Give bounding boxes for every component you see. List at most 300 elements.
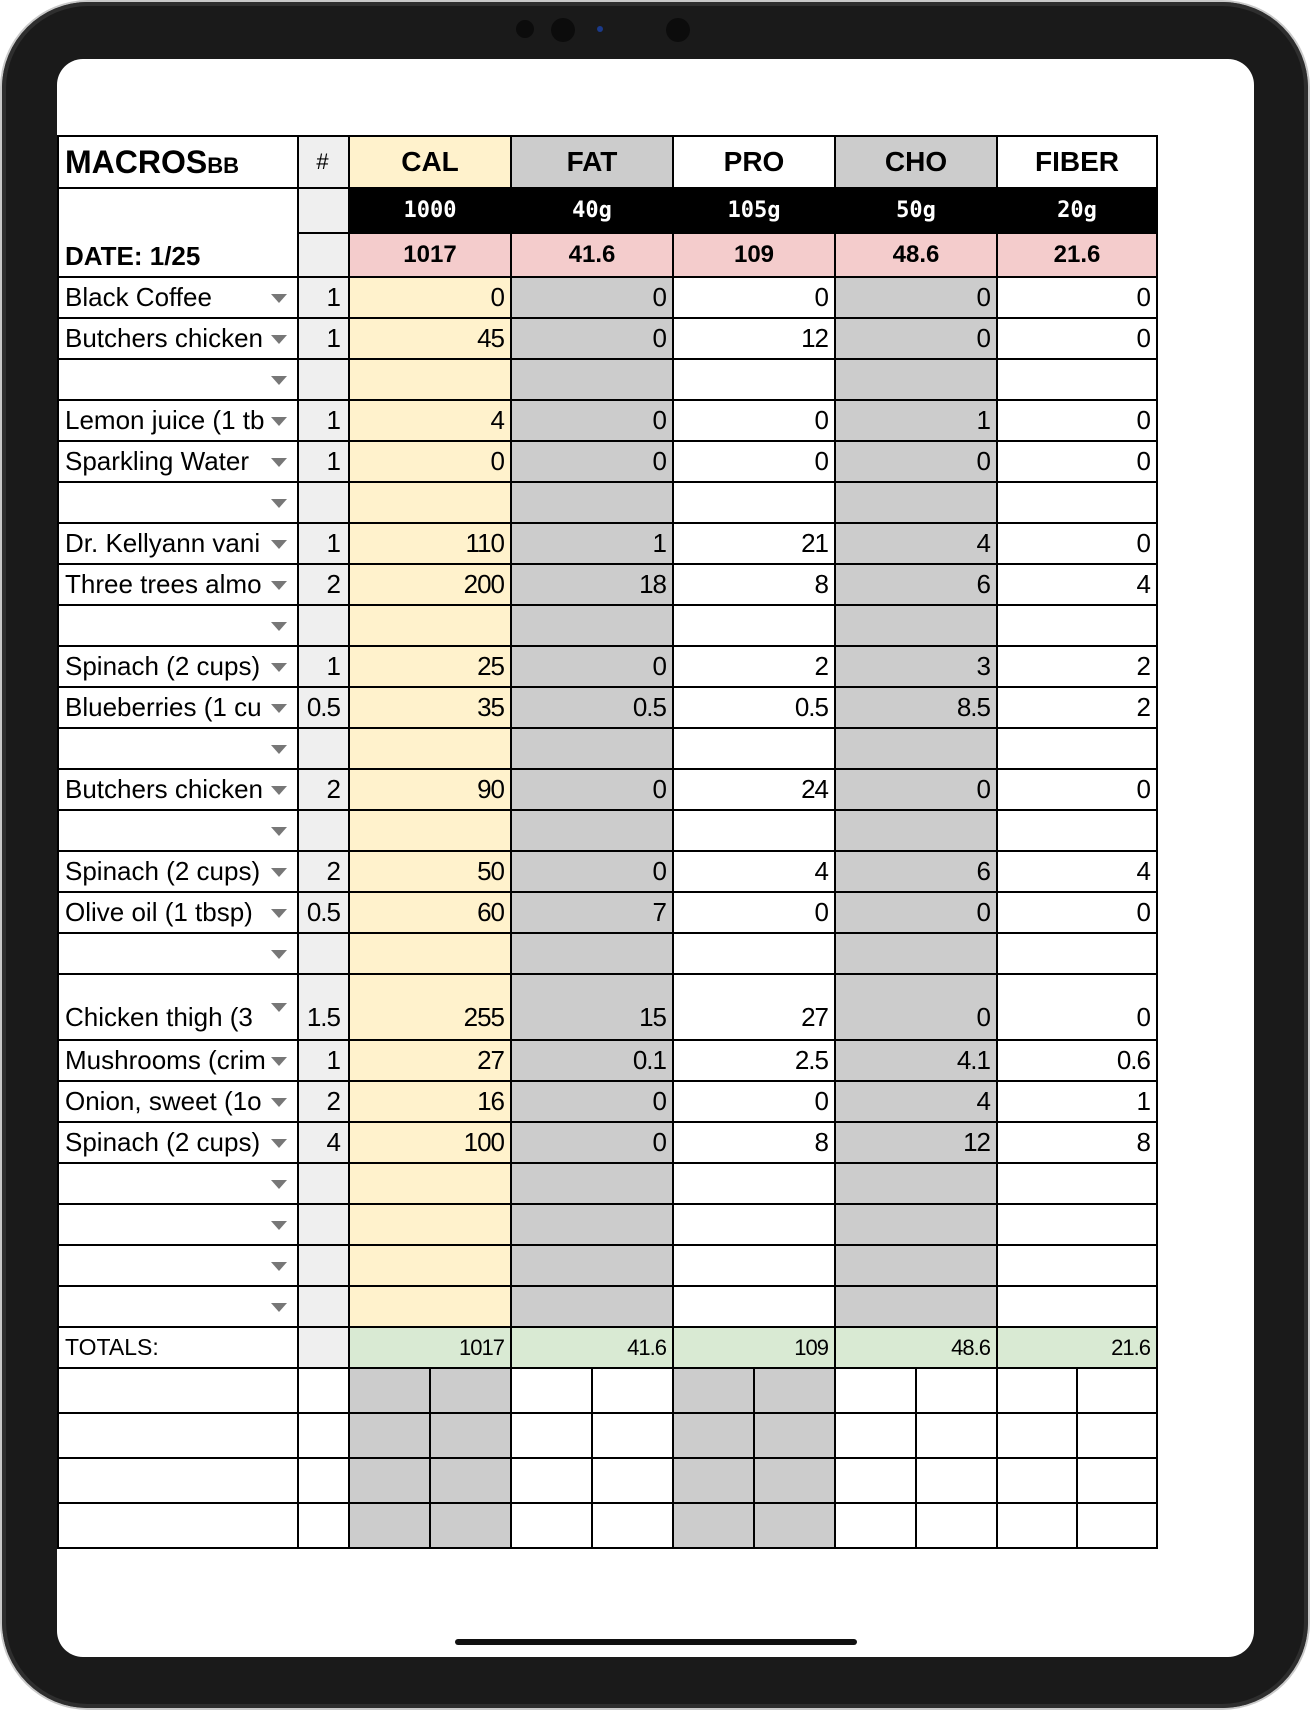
cho-cell[interactable]: 0 — [835, 892, 997, 933]
goal-cal[interactable]: 1000 — [349, 188, 511, 233]
fat-cell[interactable] — [511, 1163, 673, 1204]
fat-cell[interactable]: 0 — [511, 318, 673, 359]
cho-cell[interactable] — [835, 1245, 997, 1286]
column-header-fat[interactable]: FAT — [511, 136, 673, 188]
pro-cell[interactable] — [673, 933, 835, 974]
fat-cell[interactable] — [511, 728, 673, 769]
fat-cell[interactable]: 7 — [511, 892, 673, 933]
fat-cell[interactable]: 0 — [511, 400, 673, 441]
cal-cell[interactable] — [349, 810, 511, 851]
column-header-cal[interactable]: CAL — [349, 136, 511, 188]
cal-cell[interactable]: 27 — [349, 1040, 511, 1081]
cal-cell[interactable]: 100 — [349, 1122, 511, 1163]
food-row — [58, 1204, 1157, 1245]
qty-cell[interactable] — [298, 1163, 349, 1204]
blank-cell[interactable] — [673, 1368, 754, 1413]
dropdown-arrow-icon[interactable] — [271, 827, 287, 836]
dropdown-arrow-icon[interactable] — [271, 540, 287, 549]
cal-cell[interactable]: 45 — [349, 318, 511, 359]
cho-cell[interactable]: 0 — [835, 318, 997, 359]
cal-cell[interactable]: 35 — [349, 687, 511, 728]
fat-cell[interactable]: 0 — [511, 441, 673, 482]
dropdown-arrow-icon[interactable] — [271, 335, 287, 344]
qty-cell[interactable] — [298, 1204, 349, 1245]
blank-cell[interactable] — [298, 1458, 349, 1503]
food-row — [58, 1286, 1157, 1327]
qty-cell[interactable]: 1 — [298, 277, 349, 318]
pro-cell[interactable] — [673, 359, 835, 400]
cal-cell[interactable]: 4 — [349, 400, 511, 441]
food-select[interactable] — [58, 400, 298, 441]
total-fat[interactable]: 41.6 — [511, 1327, 673, 1368]
blank-cell[interactable] — [835, 1413, 916, 1458]
blank-cell[interactable] — [349, 1503, 430, 1548]
qty-cell[interactable]: 0.5 — [298, 892, 349, 933]
blank-cell[interactable] — [298, 1368, 349, 1413]
pro-cell[interactable] — [673, 605, 835, 646]
food-select[interactable] — [58, 892, 298, 933]
fiber-cell[interactable] — [997, 1286, 1157, 1327]
blank-cell[interactable] — [1077, 1368, 1157, 1413]
dropdown-arrow-icon[interactable] — [271, 376, 287, 385]
blank-cell[interactable] — [916, 1413, 997, 1458]
dropdown-arrow-icon[interactable] — [271, 417, 287, 426]
dropdown-arrow-icon[interactable] — [271, 1139, 287, 1148]
fiber-cell[interactable] — [997, 482, 1157, 523]
blank-row — [58, 1458, 1157, 1503]
pro-cell[interactable]: 4 — [673, 851, 835, 892]
blank-cell[interactable] — [754, 1368, 835, 1413]
food-name: Butchers chicken — [65, 774, 263, 804]
food-row — [58, 646, 1157, 687]
qty-cell[interactable]: 1 — [298, 523, 349, 564]
blank-cell[interactable] — [592, 1413, 673, 1458]
food-row — [58, 277, 1157, 318]
fiber-cell[interactable]: 4 — [997, 564, 1157, 605]
fiber-cell[interactable] — [997, 605, 1157, 646]
dropdown-arrow-icon[interactable] — [271, 458, 287, 467]
food-select[interactable] — [58, 277, 298, 318]
dropdown-arrow-icon[interactable] — [271, 499, 287, 508]
qty-cell[interactable]: 1 — [298, 318, 349, 359]
cal-cell[interactable]: 255 — [349, 974, 511, 1040]
food-name: Spinach (2 cups) — [65, 651, 261, 681]
home-indicator[interactable] — [455, 1639, 857, 1645]
fiber-cell[interactable]: 1 — [997, 1081, 1157, 1122]
blank-cell[interactable] — [430, 1503, 511, 1548]
food-select[interactable] — [58, 441, 298, 482]
actual-cho[interactable]: 48.6 — [835, 233, 997, 277]
cho-cell[interactable]: 0 — [835, 769, 997, 810]
food-select[interactable] — [58, 933, 298, 974]
fiber-cell[interactable] — [997, 359, 1157, 400]
cal-cell[interactable] — [349, 1286, 511, 1327]
spreadsheet-screen — [57, 59, 1254, 1657]
goal-cho[interactable]: 50g — [835, 188, 997, 233]
cho-cell[interactable]: 8.5 — [835, 687, 997, 728]
camera-indicator — [597, 26, 603, 32]
fiber-cell[interactable] — [997, 1163, 1157, 1204]
food-select[interactable] — [58, 1245, 298, 1286]
food-select[interactable] — [58, 810, 298, 851]
column-header-cho[interactable]: CHO — [835, 136, 997, 188]
dropdown-arrow-icon[interactable] — [271, 622, 287, 631]
cal-cell[interactable]: 0 — [349, 277, 511, 318]
sheet-title[interactable]: MACROSBB — [58, 136, 298, 188]
fiber-cell[interactable]: 4 — [997, 851, 1157, 892]
blank-cell[interactable] — [592, 1503, 673, 1548]
food-row — [58, 769, 1157, 810]
fat-cell[interactable]: 0 — [511, 769, 673, 810]
blank-cell[interactable] — [916, 1368, 997, 1413]
cal-cell[interactable] — [349, 1245, 511, 1286]
food-select[interactable] — [58, 687, 298, 728]
fat-cell[interactable] — [511, 810, 673, 851]
cho-cell[interactable] — [835, 728, 997, 769]
qty-cell[interactable]: 2 — [298, 769, 349, 810]
blank-cell[interactable] — [673, 1458, 754, 1503]
food-name: Dr. Kellyann vani — [65, 528, 261, 558]
food-select[interactable] — [58, 974, 298, 1040]
pro-cell[interactable] — [673, 482, 835, 523]
qty-cell[interactable] — [298, 1286, 349, 1327]
dropdown-arrow-icon[interactable] — [271, 909, 287, 918]
cho-cell[interactable]: 6 — [835, 564, 997, 605]
qty-cell[interactable]: 2 — [298, 851, 349, 892]
blank-cell[interactable] — [835, 1503, 916, 1548]
column-header-pro[interactable]: PRO — [673, 136, 835, 188]
pro-cell[interactable]: 0 — [673, 441, 835, 482]
cho-cell[interactable]: 4 — [835, 1081, 997, 1122]
food-select[interactable] — [58, 1163, 298, 1204]
qty-cell[interactable] — [298, 482, 349, 523]
blank-cell[interactable] — [430, 1458, 511, 1503]
pro-cell[interactable]: 12 — [673, 318, 835, 359]
fat-cell[interactable]: 1 — [511, 523, 673, 564]
food-select[interactable] — [58, 769, 298, 810]
qty-cell[interactable]: 1 — [298, 1040, 349, 1081]
qty-cell[interactable] — [298, 605, 349, 646]
cho-cell[interactable]: 0 — [835, 441, 997, 482]
front-camera — [551, 18, 575, 42]
fiber-cell[interactable]: 2 — [997, 646, 1157, 687]
pro-cell[interactable] — [673, 1286, 835, 1327]
blank-cell[interactable] — [997, 1503, 1077, 1548]
pro-cell[interactable]: 21 — [673, 523, 835, 564]
fat-cell[interactable] — [511, 1204, 673, 1245]
qty-cell[interactable]: 0.5 — [298, 687, 349, 728]
actual-fiber[interactable]: 21.6 — [997, 233, 1157, 277]
qty-cell[interactable]: 2 — [298, 564, 349, 605]
fat-cell[interactable]: 0 — [511, 1122, 673, 1163]
cal-cell[interactable]: 0 — [349, 441, 511, 482]
fat-cell[interactable]: 18 — [511, 564, 673, 605]
macros-sheet — [57, 135, 1158, 1549]
dropdown-arrow-icon[interactable] — [271, 1057, 287, 1066]
blank-cell[interactable] — [349, 1413, 430, 1458]
dropdown-arrow-icon[interactable] — [271, 868, 287, 877]
dropdown-arrow-icon[interactable] — [271, 950, 287, 959]
food-select[interactable] — [58, 605, 298, 646]
blank-cell[interactable] — [754, 1458, 835, 1503]
cho-cell[interactable]: 1 — [835, 400, 997, 441]
blank-cell[interactable] — [349, 1368, 430, 1413]
dropdown-arrow-icon[interactable] — [271, 1003, 287, 1012]
pro-cell[interactable] — [673, 1204, 835, 1245]
blank-cell[interactable] — [511, 1368, 592, 1413]
blank-cell[interactable] — [754, 1413, 835, 1458]
goal-fiber[interactable]: 20g — [997, 188, 1157, 233]
sensor-dot — [666, 18, 690, 42]
tablet-frame — [2, 2, 1308, 1708]
fiber-cell[interactable]: 0 — [997, 400, 1157, 441]
cal-cell[interactable] — [349, 605, 511, 646]
goal-fat[interactable]: 40g — [511, 188, 673, 233]
cho-cell[interactable] — [835, 482, 997, 523]
pro-cell[interactable]: 0 — [673, 277, 835, 318]
date-label[interactable]: DATE: 1/25 — [58, 188, 298, 277]
food-select[interactable] — [58, 1286, 298, 1327]
qty-cell[interactable]: 2 — [298, 1081, 349, 1122]
blank-cell[interactable] — [511, 1458, 592, 1503]
total-cho[interactable]: 48.6 — [835, 1327, 997, 1368]
food-select[interactable] — [58, 523, 298, 564]
cal-cell[interactable]: 90 — [349, 769, 511, 810]
food-select[interactable] — [58, 359, 298, 400]
goal-pro[interactable]: 105g — [673, 188, 835, 233]
cal-cell[interactable] — [349, 359, 511, 400]
fiber-cell[interactable]: 2 — [997, 687, 1157, 728]
total-fiber[interactable]: 21.6 — [997, 1327, 1157, 1368]
qty-cell[interactable] — [298, 233, 349, 277]
qty-cell[interactable] — [298, 933, 349, 974]
cho-cell[interactable]: 3 — [835, 646, 997, 687]
blank-cell[interactable] — [430, 1413, 511, 1458]
pro-cell[interactable]: 2.5 — [673, 1040, 835, 1081]
fiber-cell[interactable] — [997, 810, 1157, 851]
total-cal[interactable]: 1017 — [349, 1327, 511, 1368]
blank-cell[interactable] — [430, 1368, 511, 1413]
fat-cell[interactable]: 0 — [511, 646, 673, 687]
dropdown-arrow-icon[interactable] — [271, 786, 287, 795]
fat-cell[interactable] — [511, 482, 673, 523]
cho-cell[interactable]: 6 — [835, 851, 997, 892]
cal-cell[interactable] — [349, 728, 511, 769]
blank-cell[interactable] — [511, 1503, 592, 1548]
qty-cell[interactable]: 1 — [298, 400, 349, 441]
blank-cell[interactable] — [511, 1413, 592, 1458]
qty-header[interactable]: # — [298, 136, 349, 188]
cal-cell[interactable] — [349, 482, 511, 523]
column-header-fiber[interactable]: FIBER — [997, 136, 1157, 188]
food-row — [58, 1163, 1157, 1204]
food-row — [58, 851, 1157, 892]
fiber-cell[interactable]: 0.6 — [997, 1040, 1157, 1081]
blank-cell[interactable] — [349, 1458, 430, 1503]
fiber-cell[interactable]: 0 — [997, 769, 1157, 810]
fat-cell[interactable] — [511, 933, 673, 974]
fat-cell[interactable]: 15 — [511, 974, 673, 1040]
dropdown-arrow-icon[interactable] — [271, 581, 287, 590]
food-select[interactable] — [58, 1122, 298, 1163]
pro-cell[interactable]: 8 — [673, 564, 835, 605]
cal-cell[interactable]: 110 — [349, 523, 511, 564]
food-select[interactable] — [58, 646, 298, 687]
cho-cell[interactable] — [835, 1163, 997, 1204]
blank-cell[interactable] — [1077, 1413, 1157, 1458]
fat-cell[interactable] — [511, 359, 673, 400]
fat-cell[interactable]: 0.5 — [511, 687, 673, 728]
actual-cal[interactable]: 1017 — [349, 233, 511, 277]
fiber-cell[interactable]: 0 — [997, 441, 1157, 482]
dropdown-arrow-icon[interactable] — [271, 1303, 287, 1312]
food-row — [58, 400, 1157, 441]
food-select[interactable] — [58, 318, 298, 359]
cal-cell[interactable] — [349, 1204, 511, 1245]
pro-cell[interactable]: 8 — [673, 1122, 835, 1163]
food-select[interactable] — [58, 564, 298, 605]
dropdown-arrow-icon[interactable] — [271, 745, 287, 754]
blank-cell[interactable] — [298, 1503, 349, 1548]
fiber-cell[interactable] — [997, 933, 1157, 974]
dropdown-arrow-icon[interactable] — [271, 704, 287, 713]
fiber-cell[interactable]: 0 — [997, 974, 1157, 1040]
blank-cell[interactable] — [997, 1413, 1077, 1458]
pro-cell[interactable] — [673, 728, 835, 769]
qty-cell[interactable] — [298, 359, 349, 400]
qty-cell[interactable]: 1 — [298, 646, 349, 687]
fiber-cell[interactable]: 0 — [997, 277, 1157, 318]
blank-cell[interactable] — [298, 1413, 349, 1458]
qty-cell[interactable] — [298, 810, 349, 851]
food-select[interactable] — [58, 1040, 298, 1081]
blank-cell[interactable] — [592, 1458, 673, 1503]
cho-cell[interactable]: 4 — [835, 523, 997, 564]
qty-cell[interactable] — [298, 1245, 349, 1286]
qty-cell[interactable] — [298, 728, 349, 769]
fiber-cell[interactable]: 0 — [997, 318, 1157, 359]
blank-cell[interactable] — [916, 1503, 997, 1548]
pro-cell[interactable]: 0 — [673, 1081, 835, 1122]
fiber-cell[interactable] — [997, 1204, 1157, 1245]
cho-cell[interactable] — [835, 810, 997, 851]
blank-cell[interactable] — [997, 1368, 1077, 1413]
fiber-cell[interactable]: 0 — [997, 523, 1157, 564]
dropdown-arrow-icon[interactable] — [271, 663, 287, 672]
cho-cell[interactable] — [835, 1204, 997, 1245]
fiber-cell[interactable]: 0 — [997, 892, 1157, 933]
sensor-dot — [516, 20, 534, 38]
cho-cell[interactable]: 12 — [835, 1122, 997, 1163]
food-row — [58, 687, 1157, 728]
blank-cell[interactable] — [58, 1368, 298, 1413]
cho-cell[interactable] — [835, 1286, 997, 1327]
dropdown-arrow-icon[interactable] — [271, 1262, 287, 1271]
food-row — [58, 892, 1157, 933]
qty-cell[interactable] — [298, 188, 349, 233]
blank-cell[interactable] — [997, 1458, 1077, 1503]
cho-cell[interactable] — [835, 933, 997, 974]
food-row — [58, 1040, 1157, 1081]
pro-cell[interactable]: 0 — [673, 892, 835, 933]
food-select[interactable] — [58, 1204, 298, 1245]
qty-cell[interactable]: 4 — [298, 1122, 349, 1163]
actual-fat[interactable]: 41.6 — [511, 233, 673, 277]
pro-cell[interactable] — [673, 1163, 835, 1204]
cal-cell[interactable]: 200 — [349, 564, 511, 605]
cho-cell[interactable]: 4.1 — [835, 1040, 997, 1081]
pro-cell[interactable]: 24 — [673, 769, 835, 810]
fiber-cell[interactable] — [997, 1245, 1157, 1286]
pro-cell[interactable]: 0 — [673, 400, 835, 441]
food-select[interactable] — [58, 482, 298, 523]
cal-cell[interactable] — [349, 933, 511, 974]
blank-cell[interactable] — [673, 1503, 754, 1548]
blank-cell[interactable] — [58, 1503, 298, 1548]
actual-pro[interactable]: 109 — [673, 233, 835, 277]
dropdown-arrow-icon[interactable] — [271, 1098, 287, 1107]
cal-cell[interactable]: 50 — [349, 851, 511, 892]
blank-cell[interactable] — [673, 1413, 754, 1458]
cal-cell[interactable]: 60 — [349, 892, 511, 933]
pro-cell[interactable]: 0.5 — [673, 687, 835, 728]
qty-cell[interactable]: 1.5 — [298, 974, 349, 1040]
fat-cell[interactable]: 0 — [511, 851, 673, 892]
qty-cell[interactable] — [298, 1327, 349, 1368]
blank-cell[interactable] — [1077, 1503, 1157, 1548]
dropdown-arrow-icon[interactable] — [271, 1180, 287, 1189]
fat-cell[interactable] — [511, 1245, 673, 1286]
blank-cell[interactable] — [592, 1368, 673, 1413]
blank-cell[interactable] — [58, 1413, 298, 1458]
pro-cell[interactable] — [673, 1245, 835, 1286]
food-select[interactable] — [58, 851, 298, 892]
total-pro[interactable]: 109 — [673, 1327, 835, 1368]
blank-cell[interactable] — [835, 1368, 916, 1413]
food-select[interactable] — [58, 1081, 298, 1122]
blank-cell[interactable] — [916, 1458, 997, 1503]
fat-cell[interactable]: 0 — [511, 277, 673, 318]
dropdown-arrow-icon[interactable] — [271, 1221, 287, 1230]
cho-cell[interactable] — [835, 605, 997, 646]
food-row — [58, 1245, 1157, 1286]
fat-cell[interactable] — [511, 1286, 673, 1327]
cal-cell[interactable]: 25 — [349, 646, 511, 687]
food-row — [58, 441, 1157, 482]
cho-cell[interactable]: 0 — [835, 277, 997, 318]
cal-cell[interactable] — [349, 1163, 511, 1204]
blank-row — [58, 1368, 1157, 1413]
blank-cell[interactable] — [58, 1458, 298, 1503]
blank-cell[interactable] — [1077, 1458, 1157, 1503]
cho-cell[interactable]: 0 — [835, 974, 997, 1040]
fat-cell[interactable] — [511, 605, 673, 646]
fat-cell[interactable]: 0 — [511, 1081, 673, 1122]
fiber-cell[interactable] — [997, 728, 1157, 769]
fat-cell[interactable]: 0.1 — [511, 1040, 673, 1081]
qty-cell[interactable]: 1 — [298, 441, 349, 482]
cho-cell[interactable] — [835, 359, 997, 400]
fiber-cell[interactable]: 8 — [997, 1122, 1157, 1163]
dropdown-arrow-icon[interactable] — [271, 294, 287, 303]
cal-cell[interactable]: 16 — [349, 1081, 511, 1122]
pro-cell[interactable]: 27 — [673, 974, 835, 1040]
pro-cell[interactable]: 2 — [673, 646, 835, 687]
food-select[interactable] — [58, 728, 298, 769]
blank-cell[interactable] — [835, 1458, 916, 1503]
pro-cell[interactable] — [673, 810, 835, 851]
blank-cell[interactable] — [754, 1503, 835, 1548]
